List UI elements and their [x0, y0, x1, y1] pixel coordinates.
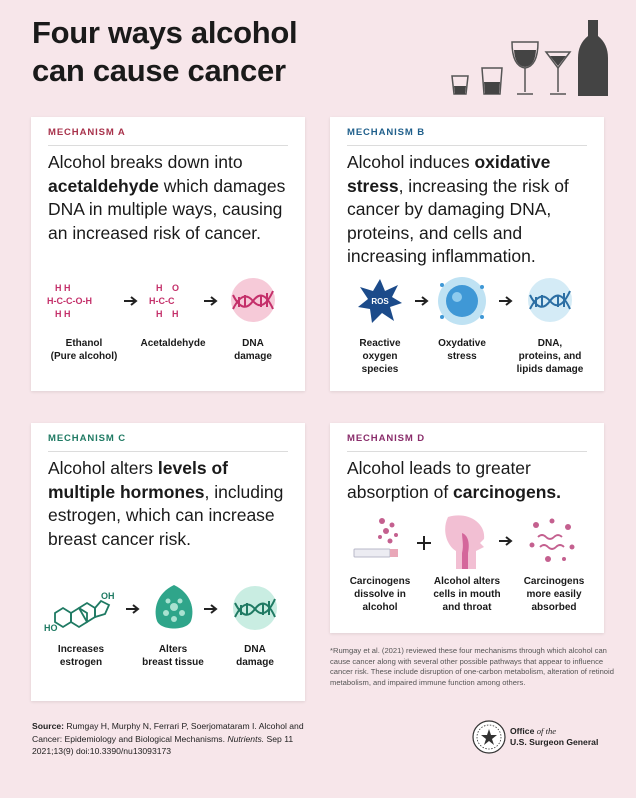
svg-text:H: H — [156, 309, 163, 319]
source-citation: Source: Rumgay H, Murphy N, Ferrari P, Soerjomataram I. Alcohol and Cancer: Epidemiology and Biological Mechanisms. Nutrients. Sep 11 2021;13(9) doi:10.3390/nu13093173 — [32, 721, 304, 756]
caption-oxidative-stress: Oxydative stress — [438, 338, 486, 362]
caption-increases-estrogen: Increases estrogen — [57, 644, 105, 668]
arrow-icon — [203, 603, 219, 615]
svg-text:H-C-C: H-C-C — [149, 296, 175, 306]
arrow-icon — [498, 535, 514, 547]
mechanism-c-card — [31, 423, 305, 701]
mechanism-c-label: MECHANISM C — [48, 433, 126, 444]
caption-alters-breast-tissue: Alters breast tissue — [142, 644, 204, 668]
caption-dna-damage: DNA damage — [234, 338, 272, 362]
caption-carcinogens-dissolve: Carcinogens dissolve in alcohol — [349, 576, 411, 613]
dna-damage-icon — [522, 275, 578, 325]
mechanism-d-card — [330, 423, 604, 633]
mechanism-d-text: Alcohol leads to greater absorption of carcinogens. — [347, 458, 562, 502]
arrow-icon — [414, 295, 430, 307]
svg-text:H: H — [156, 283, 163, 293]
caption-acetaldehyde: Acetaldehyde — [140, 338, 206, 349]
mechanism-a-text: Alcohol breaks down into acetaldehyde which damages DNA in multiple ways, causing an increased risk of cancer. — [48, 152, 286, 243]
breast-tissue-icon — [151, 583, 197, 635]
ros-icon — [356, 277, 404, 325]
office-line-2: U.S. Surgeon General — [510, 737, 599, 747]
wine-glasses-icon — [448, 16, 618, 98]
mechanism-c-text: Alcohol alters levels of multiple hormones, including estrogen, which can increase breast cancer risk. — [48, 458, 284, 549]
svg-text:H: H — [172, 309, 179, 319]
estrogen-molecule-icon — [43, 587, 121, 633]
mechanism-a-card — [31, 117, 305, 391]
mechanism-d-label: MECHANISM D — [347, 433, 425, 444]
svg-text:O: O — [172, 283, 180, 293]
plus-icon — [416, 535, 432, 551]
caption-dna-damage: DNA damage — [236, 644, 274, 668]
throat-icon — [438, 513, 492, 569]
divider — [347, 451, 587, 452]
office-line-1: Office of the — [510, 726, 557, 736]
page-title — [32, 14, 297, 90]
oh-label: OH — [101, 591, 115, 601]
arrow-icon — [125, 603, 141, 615]
divider — [48, 451, 288, 452]
ethanol-molecule-icon — [43, 279, 115, 323]
title-line-1: Four ways alcohol — [32, 15, 298, 50]
absorbed-particles-icon — [522, 515, 582, 565]
svg-text:H H: H H — [55, 283, 71, 293]
divider — [48, 145, 288, 146]
caption-dna-proteins-lipids-damage: DNA, proteins, and lipids damage — [516, 338, 584, 375]
footnote: *Rumgay et al. (2021) reviewed these four mechanisms through which alcohol can cause cancer along with several other possible pathways that appear to influence cancer risk. These include disruption of one-carbon metabolism, alteration of retinoid metabolism, and impaired immune function among others. — [330, 646, 614, 687]
arrow-icon — [498, 295, 514, 307]
caption-alcohol-alters-cells: Alcohol alters cells in mouth and throat — [433, 576, 501, 613]
svg-text:H H: H H — [55, 309, 71, 319]
mechanism-b-text: Alcohol induces oxidative stress, increasing the risk of cancer by damaging DNA, proteins, and cells and increasing inflammation. — [347, 152, 569, 266]
arrow-icon — [203, 295, 219, 307]
mechanism-b-card — [330, 117, 604, 391]
caption-carcinogens-absorbed: Carcinogens more easily absorbed — [523, 576, 585, 613]
mechanism-b-label: MECHANISM B — [347, 127, 425, 138]
cigarette-icon — [350, 515, 410, 563]
divider — [347, 145, 587, 146]
ros-label: ROS — [371, 297, 389, 306]
caption-reactive-oxygen-species: Reactive oxygen species — [359, 338, 401, 375]
surgeon-general-seal-icon — [472, 720, 506, 754]
svg-text:H-C-C-O-H: H-C-C-O-H — [47, 296, 92, 306]
office-of-surgeon-general — [510, 726, 598, 748]
caption-ethanol: Ethanol (Pure alcohol) — [50, 338, 118, 362]
ho-label: HO — [44, 623, 58, 633]
dna-damage-icon — [225, 275, 281, 325]
dna-damage-icon — [227, 583, 283, 633]
mechanism-a-label: MECHANISM A — [48, 127, 126, 138]
arrow-icon — [123, 295, 139, 307]
oxidative-stress-icon — [436, 275, 488, 327]
title-line-2: can cause cancer — [32, 53, 286, 88]
acetaldehyde-molecule-icon — [145, 279, 205, 323]
